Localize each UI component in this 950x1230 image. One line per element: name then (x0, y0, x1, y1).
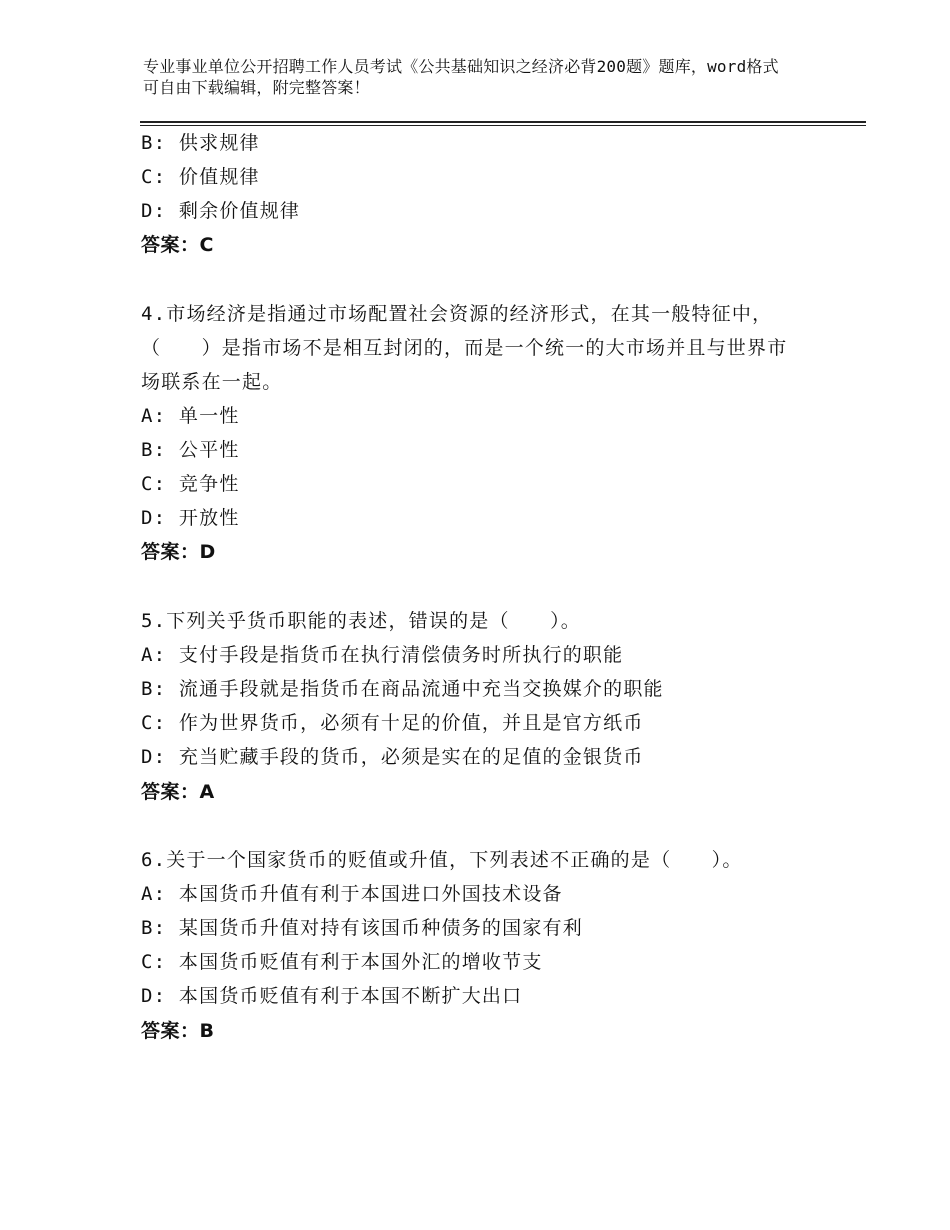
q5-answer: 答案：A (141, 781, 215, 803)
q6-option-c: C: 本国货币贬值有利于本国外汇的增收节支 (141, 951, 543, 973)
q5-option-c: C: 作为世界货币，必须有十足的价值，并且是官方纸币 (141, 712, 644, 734)
q4-answer: 答案：D (141, 541, 216, 563)
q5-stem: 5.下列关乎货币职能的表述，错误的是（ ）。 (141, 610, 581, 632)
q6-option-a: A: 本国货币升值有利于本国进口外国技术设备 (141, 883, 563, 905)
q5-option-d: D: 充当贮藏手段的货币，必须是实在的足值的金银货币 (141, 746, 644, 768)
q6-option-d: D: 本国货币贬值有利于本国不断扩大出口 (141, 985, 523, 1007)
q4-stem: 4.市场经济是指通过市场配置社会资源的经济形式，在其一般特征中，（ ）是指市场不是相互封闭的，而是一个统一的大市场并且与世界市场联系在一起。 (141, 303, 788, 393)
header-rule-thick (140, 121, 866, 123)
q4-option-d: D: 开放性 (141, 507, 240, 529)
q3-answer: 答案：C (141, 234, 214, 256)
q4-option-c: C: 竞争性 (141, 473, 240, 495)
q5-option-b: B: 流通手段就是指货币在商品流通中充当交换媒介的职能 (141, 678, 664, 700)
document-header: 专业事业单位公开招聘工作人员考试《公共基础知识之经济必背200题》题库，word格式可自由下载编辑，附完整答案！ (143, 57, 779, 97)
q6-option-b: B: 某国货币升值对持有该国币种债务的国家有利 (141, 917, 583, 939)
q3-option-b: B: 供求规律 (141, 132, 260, 154)
header-rule-thin (140, 125, 866, 126)
q4-option-a: A: 单一性 (141, 405, 240, 427)
q5-option-a: A: 支付手段是指货币在执行清偿债务时所执行的职能 (141, 644, 624, 666)
q3-option-d: D: 剩余价值规律 (141, 200, 301, 222)
q6-answer: 答案：B (141, 1020, 215, 1042)
q6-stem: 6.关于一个国家货币的贬值或升值，下列表述不正确的是（ ）。 (141, 849, 743, 871)
q4-option-b: B: 公平性 (141, 439, 240, 461)
q3-option-c: C: 价值规律 (141, 166, 260, 188)
